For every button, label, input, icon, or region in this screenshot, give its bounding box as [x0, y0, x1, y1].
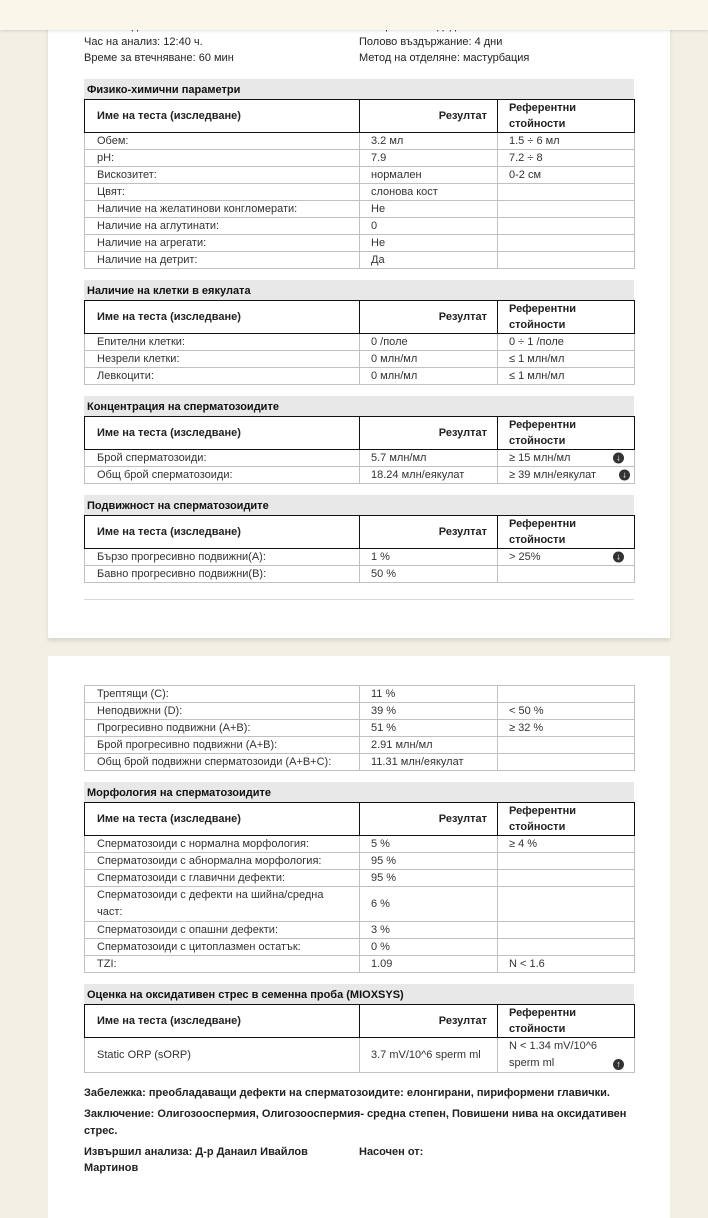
section-cells [84, 280, 634, 385]
test-reference: 0 ÷ 1 /поле [498, 334, 635, 351]
meta-row [84, 34, 634, 50]
test-result: 1.09 [360, 956, 498, 973]
col-header-name: Име на теста (изследване) [85, 417, 360, 450]
table-header [85, 100, 635, 133]
test-reference: ≤ 1 млн/мл [498, 351, 635, 368]
table-row [85, 1038, 635, 1073]
test-reference: 0-2 см [498, 167, 635, 184]
test-result: 3.7 mV/10^6 sperm ml [360, 1038, 498, 1073]
test-reference [498, 686, 635, 703]
test-name: Бързо прогресивно подвижни(A): [85, 549, 360, 566]
col-header-result: Резултат [360, 417, 498, 450]
remark-text: Забележка: преобладаващи дефекти на сперматозоидите: елонгирани, пириформени главички. [84, 1087, 610, 1099]
test-reference: ≥ 4 % [498, 836, 635, 853]
performed-by: Извършил анализа: Д-р Данаил Ивайлов Мартинов [84, 1146, 308, 1174]
section-title: Морфология на сперматозоидите [84, 782, 634, 802]
col-header-reference: Референтни стойности [498, 417, 635, 450]
test-result: слонова кост [360, 184, 498, 201]
test-reference-cell [498, 450, 635, 467]
test-reference: 1.5 ÷ 6 мл [498, 133, 635, 150]
test-reference [498, 922, 635, 939]
test-reference: N < 1.6 [498, 956, 635, 973]
test-result: 5.7 млн/мл [360, 450, 498, 467]
test-name: Бавно прогресивно подвижни(B): [85, 566, 360, 583]
test-name: Епителни клетки: [85, 334, 360, 351]
test-name: TZI: [85, 956, 360, 973]
table-row [85, 549, 635, 566]
results-table [84, 1004, 635, 1073]
col-header-name: Име на теста (изследване) [85, 1005, 360, 1038]
arrow-down-icon: ↓ [619, 470, 630, 481]
test-result: 18.24 млн/еякулат [360, 467, 498, 484]
table-row [85, 351, 635, 368]
col-header-result: Резултат [360, 803, 498, 836]
section-motility [84, 495, 634, 583]
table-row [85, 836, 635, 853]
test-result: 0 млн/мл [360, 368, 498, 385]
test-result: 0 [360, 218, 498, 235]
test-result: 11.31 млн/еякулат [360, 754, 498, 771]
results-table [84, 99, 635, 269]
table-row [85, 334, 635, 351]
section-title: Подвижност на сперматозоидите [84, 495, 634, 515]
test-reference: ≥ 39 млн/еякулат [509, 468, 597, 481]
test-result: 11 % [360, 686, 498, 703]
col-header-reference: Референтни стойности [498, 301, 635, 334]
section-concentration [84, 396, 634, 484]
test-reference [498, 201, 635, 218]
table-row [85, 218, 635, 235]
test-result: 1 % [360, 549, 498, 566]
test-name: Сперматозоиди с нормална морфология: [85, 836, 360, 853]
results-table [84, 416, 635, 484]
collection-method: Метод на отделяне: мастурбация [359, 52, 530, 64]
section-physchem [84, 79, 634, 269]
test-reference [498, 235, 635, 252]
test-reference: > 25% [509, 550, 541, 563]
test-reference: ≥ 32 % [498, 720, 635, 737]
test-name: Сперматозоиди с дефекти на шийна/средна част: [85, 887, 360, 922]
table-row [85, 167, 635, 184]
col-header-reference: Референтни стойности [498, 100, 635, 133]
table-row [85, 870, 635, 887]
table-row [85, 150, 635, 167]
table-row [85, 252, 635, 269]
table-row [85, 201, 635, 218]
table-row [85, 133, 635, 150]
top-banner [0, 0, 708, 30]
table-header [85, 516, 635, 549]
arrow-down-icon: ↓ [613, 453, 624, 464]
table-row [85, 853, 635, 870]
col-header-reference: Референтни стойности [498, 1005, 635, 1038]
table-row [85, 754, 635, 771]
report-notes [84, 1085, 634, 1176]
col-header-result: Резултат [360, 516, 498, 549]
test-result: 3 % [360, 922, 498, 939]
col-header-name: Име на теста (изследване) [85, 803, 360, 836]
conclusion-text: Заключение: Олигозооспермия, Олигозооспермия- средна степен, Повишени нива на оксидативен стрес. [84, 1108, 627, 1137]
test-name: Общ брой сперматозоиди: [85, 467, 360, 484]
abstinence: Полово въздържание: 4 дни [359, 36, 503, 48]
arrow-down-icon: ↓ [613, 552, 624, 563]
col-header-name: Име на теста (изследване) [85, 100, 360, 133]
test-result: Не [360, 235, 498, 252]
test-name: Обем: [85, 133, 360, 150]
test-result: 3.2 мл [360, 133, 498, 150]
test-reference: N < 1.34 mV/10^6 sperm ml [509, 1040, 598, 1069]
test-reference [498, 566, 635, 583]
test-reference: ≥ 15 млн/мл [509, 451, 571, 464]
table-row [85, 956, 635, 973]
table-row [85, 737, 635, 754]
col-header-name: Име на теста (изследване) [85, 516, 360, 549]
test-reference [498, 754, 635, 771]
test-result: Не [360, 201, 498, 218]
liquefaction-time: Време за втечняване: 60 мин [84, 52, 234, 64]
test-name: Брой прогресивно подвижни (A+B): [85, 737, 360, 754]
test-reference: < 50 % [498, 703, 635, 720]
table-row [85, 939, 635, 956]
test-result: 2.91 млн/мл [360, 737, 498, 754]
test-name: Сперматозоиди с главични дефекти: [85, 870, 360, 887]
col-header-result: Резултат [360, 301, 498, 334]
signature-block [84, 1144, 634, 1176]
test-reference [498, 184, 635, 201]
section-title: Физико-химични параметри [84, 79, 634, 99]
test-result: 6 % [360, 887, 498, 922]
test-result: 5 % [360, 836, 498, 853]
test-result: нормален [360, 167, 498, 184]
section-title: Оценка на оксидативен стрес в семенна проба (MIOXSYS) [84, 984, 634, 1004]
test-reference-cell [498, 1038, 635, 1073]
table-header [85, 417, 635, 450]
arrow-up-icon: ↑ [613, 1059, 624, 1070]
test-name: Общ брой подвижни сперматозоиди (A+B+C): [85, 754, 360, 771]
test-result: 51 % [360, 720, 498, 737]
test-result: 95 % [360, 853, 498, 870]
results-table [84, 515, 635, 583]
table-row [85, 450, 635, 467]
test-reference: 7.2 ÷ 8 [498, 150, 635, 167]
section-oxidative-stress [84, 984, 634, 1073]
test-reference-cell [498, 549, 635, 566]
test-result: Да [360, 252, 498, 269]
test-name: Неподвижни (D): [85, 703, 360, 720]
test-result: 39 % [360, 703, 498, 720]
meta-row [84, 50, 634, 66]
table-header [85, 803, 635, 836]
test-name: Наличие на желатинови конгломерати: [85, 201, 360, 218]
test-name: pH: [85, 150, 360, 167]
table-row [85, 184, 635, 201]
referred-by: Насочен от: [359, 1146, 424, 1158]
test-reference [498, 887, 635, 922]
table-row [85, 720, 635, 737]
table-row [85, 887, 635, 922]
test-name: Static ORP (sORP) [85, 1038, 360, 1073]
test-name: Сперматозоиди с опашни дефекти: [85, 922, 360, 939]
section-title: Наличие на клетки в еякулата [84, 280, 634, 300]
test-result: 7.9 [360, 150, 498, 167]
test-name: Наличие на аглутинати: [85, 218, 360, 235]
col-header-reference: Референтни стойности [498, 516, 635, 549]
test-reference [498, 218, 635, 235]
results-table-continued [84, 685, 635, 771]
table-row [85, 235, 635, 252]
report-page-1 [48, 0, 670, 638]
table-header [85, 301, 635, 334]
test-reference [498, 870, 635, 887]
table-row [85, 922, 635, 939]
test-reference [498, 853, 635, 870]
test-reference [498, 252, 635, 269]
test-result: 50 % [360, 566, 498, 583]
table-row [85, 686, 635, 703]
test-reference-cell [498, 467, 635, 484]
test-name: Сперматозоиди с абнормална морфология: [85, 853, 360, 870]
test-reference [498, 737, 635, 754]
test-name: Прогресивно подвижни (A+B): [85, 720, 360, 737]
section-title: Концентрация на сперматозоидите [84, 396, 634, 416]
table-row [85, 566, 635, 583]
test-result: 0 млн/мл [360, 351, 498, 368]
test-result: 0 /поле [360, 334, 498, 351]
test-name: Брой сперматозоиди: [85, 450, 360, 467]
page-footer-divider [84, 599, 634, 600]
col-header-result: Резултат [360, 1005, 498, 1038]
analysis-time: Час на анализ: 12:40 ч. [84, 36, 203, 48]
results-table [84, 802, 635, 973]
test-result: 95 % [360, 870, 498, 887]
test-name: Наличие на детрит: [85, 252, 360, 269]
test-result: 0 % [360, 939, 498, 956]
col-header-name: Име на теста (изследване) [85, 301, 360, 334]
test-name: Трептящи (C): [85, 686, 360, 703]
table-row [85, 467, 635, 484]
report-page-2 [48, 656, 670, 1218]
test-name: Левкоцити: [85, 368, 360, 385]
table-row [85, 368, 635, 385]
section-morphology [84, 782, 634, 973]
test-name: Незрели клетки: [85, 351, 360, 368]
test-name: Сперматозоиди с цитоплазмен остатък: [85, 939, 360, 956]
table-row [85, 703, 635, 720]
results-table [84, 300, 635, 385]
test-name: Наличие на агрегати: [85, 235, 360, 252]
test-name: Цвят: [85, 184, 360, 201]
test-reference [498, 939, 635, 956]
test-reference: ≤ 1 млн/мл [498, 368, 635, 385]
col-header-reference: Референтни стойности [498, 803, 635, 836]
col-header-result: Резултат [360, 100, 498, 133]
table-header [85, 1005, 635, 1038]
test-name: Вискозитет: [85, 167, 360, 184]
